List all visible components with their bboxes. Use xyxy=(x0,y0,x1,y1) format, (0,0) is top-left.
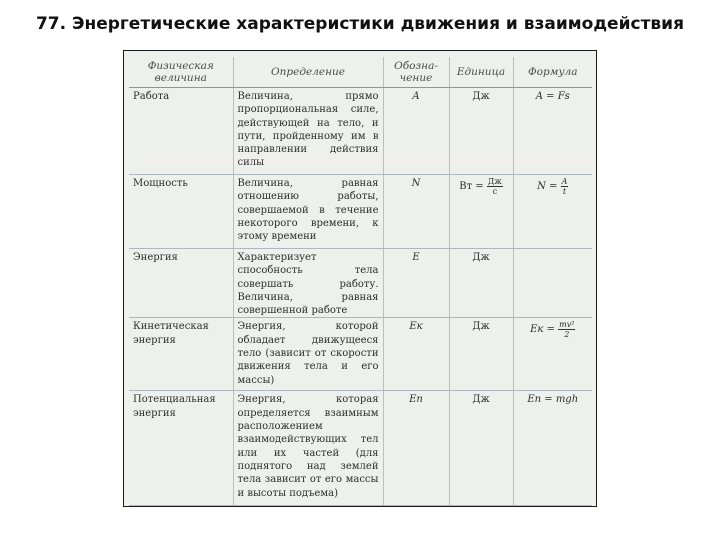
row-name: Мощность xyxy=(129,175,233,249)
header-symbol: Обозна-чение xyxy=(383,57,449,88)
row-formula xyxy=(513,249,592,318)
header-unit: Единица xyxy=(449,57,513,88)
row-unit: Дж xyxy=(449,318,513,391)
header-quantity: Физическая величина xyxy=(129,57,233,88)
row-name: Работа xyxy=(129,88,233,175)
row-formula xyxy=(513,175,592,249)
unit-denominator: с xyxy=(492,187,498,196)
table-header-row xyxy=(129,57,592,88)
unit-prefix: Вт = xyxy=(459,181,484,192)
row-name: Кинетическая энергия xyxy=(129,318,233,391)
page-title: 77. Энергетические характеристики движения и взаимодействия xyxy=(35,14,685,34)
table-row xyxy=(129,391,592,506)
row-formula xyxy=(513,318,592,391)
header-formula: Формула xyxy=(513,57,592,88)
row-unit: Дж xyxy=(449,391,513,506)
formula-prefix: N = xyxy=(537,181,558,192)
formula-denominator: t xyxy=(562,187,567,196)
row-definition: Энергия, которой обладает движущееся тело (зависит от скорости движения тела и его массы) xyxy=(233,318,383,391)
table-row xyxy=(129,249,592,318)
row-unit xyxy=(449,175,513,249)
row-name: Потенциальная энергия xyxy=(129,391,233,506)
formula-numerator: mv² xyxy=(559,320,575,330)
row-symbol: A xyxy=(383,88,449,175)
formula-prefix: Eк = xyxy=(530,324,555,336)
row-symbol: Eп xyxy=(383,391,449,506)
row-name: Энергия xyxy=(129,249,233,318)
row-unit: Дж xyxy=(449,249,513,318)
formula-fraction xyxy=(561,177,569,196)
row-definition: Величина, прямо пропорциональная силе, действующей на тело, и пути, пройденному им в направлении действия силы xyxy=(233,88,383,175)
row-formula: Eп = mgh xyxy=(513,391,592,506)
formula-numerator: A xyxy=(561,177,568,186)
row-formula: A = Fs xyxy=(513,88,592,175)
row-unit: Дж xyxy=(449,88,513,175)
row-definition: Характеризует способность тела совершать работу. Величина, равная совершенной работе xyxy=(233,249,383,318)
table-row xyxy=(129,318,592,391)
formula-fraction xyxy=(558,320,575,339)
row-symbol: N xyxy=(383,175,449,249)
table-row xyxy=(129,175,592,249)
row-symbol: Eк xyxy=(383,318,449,391)
row-definition: Величина, равная отношению работы, совершаемой в течение некоторого времени, к этому времени xyxy=(233,175,383,249)
row-definition: Энергия, которая определяется взаимным расположением взаимодействующих тел или их частей (для поднятого над землей тела зависит от его массы и высоты подъема) xyxy=(233,391,383,506)
quantities-table xyxy=(129,57,592,506)
row-symbol: E xyxy=(383,249,449,318)
header-definition: Определение xyxy=(233,57,383,88)
formula-denominator: 2 xyxy=(564,330,570,340)
unit-fraction xyxy=(487,177,503,196)
table-scan xyxy=(123,50,597,507)
unit-numerator: Дж xyxy=(487,177,502,186)
table-row xyxy=(129,88,592,175)
